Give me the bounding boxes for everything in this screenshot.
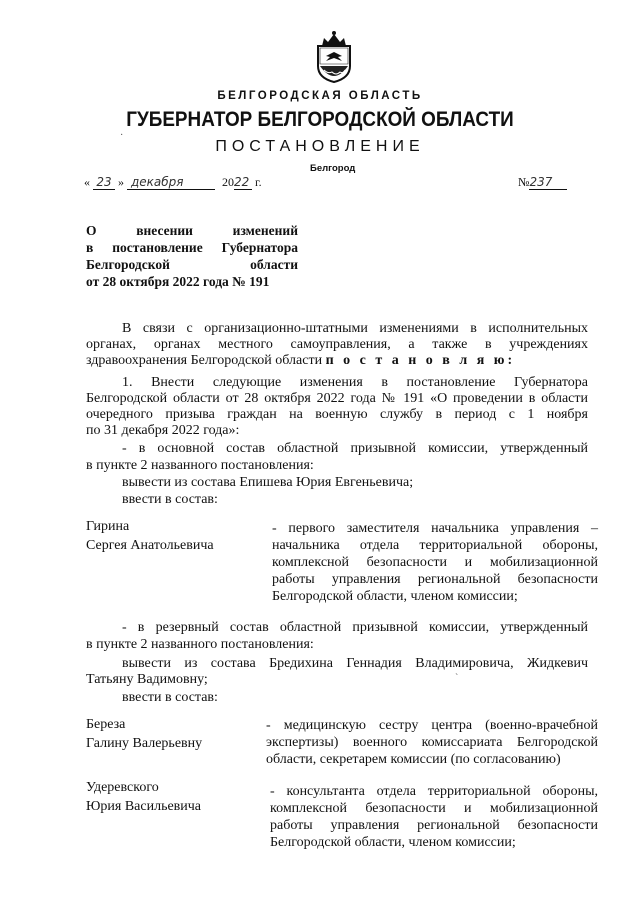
scan-speck: · [120,130,124,141]
body-line: ввести в состав: [122,492,218,507]
body-line: 1. Внести следующие изменения в постановление Губернатора [122,375,588,390]
body-line: вывести из состава Епишева Юрия Евгеньевича; [122,475,414,490]
member-name [86,715,202,753]
role-line: - консультанта отдела территориальной обороны, [270,784,598,799]
member-name [86,517,214,555]
date-close-quote: » [118,175,124,189]
subject-word: изменений [232,223,298,238]
member-given-name: Галину Валерьевну [86,736,203,751]
subject-line: от 28 октября 2022 года № 191 [86,274,270,289]
member-given-name: Сергея Анатольевича [86,538,214,553]
body-line [86,353,588,369]
role-line: - медицинскую сестру центра (военно-врачебной [266,718,598,733]
subject-word: Белгородской [86,257,170,272]
body-line: органах, органах местного самоуправления, а также в учреждениях [86,337,588,352]
date-open-quote: « [84,175,90,189]
date-day: 23 [93,175,115,190]
role-line: работы управления региональной безопасности [270,818,598,833]
body-line: в пункте 2 названного постановления: [86,637,314,652]
body-line: ввести в состав: [122,690,218,705]
role-line: Белгородской области, членом комиссии; [272,589,518,604]
number-label: № [518,175,530,189]
date-month: декабря [127,175,215,190]
role-line: экспертизы) военного комиссариата Белгородской [266,735,598,750]
document-subject [86,222,298,290]
body-line: Белгородской области от 28 октября 2022 года № 191 «О проведении в области [86,391,588,406]
document-type: ПОСТАНОВЛЕНИЕ [215,138,425,155]
member-name [86,778,201,816]
role-line: Белгородской области, членом комиссии; [270,835,516,850]
document-number [518,175,567,190]
body-line: - в резервный состав областной призывной комиссии, утвержденный [122,620,588,635]
member-surname: Удеревского [86,780,159,795]
body-line: - в основной состав областной призывной комиссии, утвержденный [122,441,588,456]
date-year-unit: г. [255,175,262,189]
member-role [270,783,598,851]
number-value: 237 [529,175,567,190]
role-line: области, секретарем комиссии (по согласованию) [266,752,561,767]
region-heading: БЕЛГОРОДСКАЯ ОБЛАСТЬ [217,90,423,102]
member-given-name: Юрия Васильевича [86,799,202,814]
body-line: вывести из состава Бредихина Геннадия Владимировича, Жидкевич [122,656,588,671]
member-role [272,520,598,605]
decree-keyword: п о с т а н о в л я ю: [325,353,516,368]
body-line: по 31 декабря 2022 года»: [86,423,240,438]
coat-of-arms-emblem [312,26,356,84]
date-year-suffix: 22 [234,175,252,190]
body-line: В связи с организационно-штатными изменениями в исполнительных [122,321,588,336]
subject-word: внесении [136,223,193,238]
governor-heading: ГУБЕРНАТОР БЕЛГОРОДСКОЙ ОБЛАСТИ [126,108,514,131]
subject-line: в постановление Губернатора [86,240,298,255]
city-label: Белгород [310,163,356,174]
date-year-prefix: 20 [222,175,234,189]
role-line: комплексной безопасности и мобилизационной [272,555,598,570]
date-field [84,175,262,190]
role-line: работы управления региональной безопасности [272,572,598,587]
member-surname: Гирина [86,519,130,534]
member-role [266,717,598,768]
subject-word: области [250,257,298,272]
role-line: - первого заместителя начальника управления – [272,521,598,536]
body-line: в пункте 2 названного постановления: [86,458,314,473]
subject-word: О [86,223,97,238]
member-surname: Береза [86,717,126,732]
body-text: здравоохранения Белгородской области [86,353,323,368]
body-line: очередного призыва граждан на военную службу в период с 1 ноября [86,407,588,422]
scan-speck: ˋ [455,673,459,684]
role-line: комплексной безопасности и мобилизационной [270,801,598,816]
body-line: Татьяну Вадимовну; [86,672,208,687]
role-line: начальника отдела территориальной обороны, [272,538,598,553]
